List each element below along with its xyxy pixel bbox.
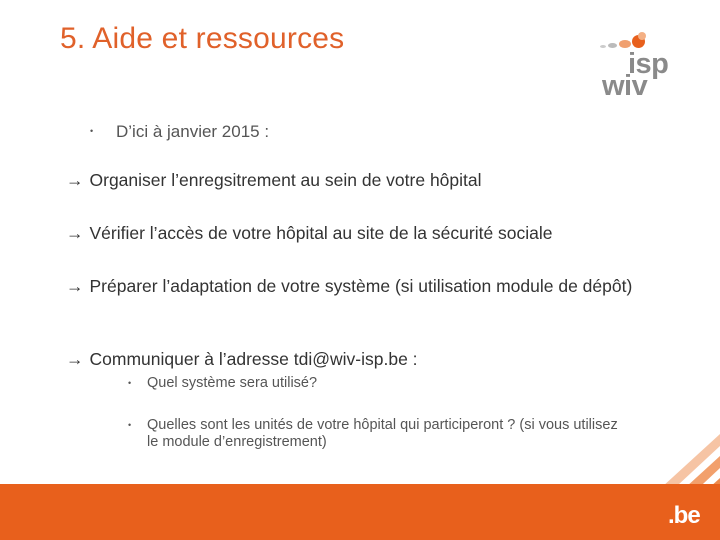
bullet-icon: • xyxy=(90,126,94,136)
action-text: Communiquer à l’adresse tdi@wiv-isp.be : xyxy=(89,349,418,369)
footer-band xyxy=(0,420,720,540)
action-text: Préparer l’adaptation de votre système (si utilisation module de dépôt) xyxy=(89,276,633,296)
footer-orange-bar xyxy=(0,484,720,540)
action-item xyxy=(66,276,662,297)
action-item xyxy=(66,223,666,244)
isp-wiv-logo xyxy=(598,30,682,102)
logo-text-isp: isp xyxy=(628,48,669,80)
bullet-icon: • xyxy=(128,378,132,388)
bullet-icon: • xyxy=(128,420,132,430)
arrow-right-icon: → xyxy=(66,276,84,296)
sub-bullet-item xyxy=(128,375,628,392)
logo-dot-icon xyxy=(619,40,631,48)
arrow-right-icon: → xyxy=(66,349,84,369)
main-bullet-text: D’ici à janvier 2015 : xyxy=(116,122,270,141)
sub-bullet-text: Quel système sera utilisé? xyxy=(147,375,318,391)
logo-text-wiv: wiv xyxy=(602,70,648,102)
logo-dot-icon xyxy=(638,32,646,40)
main-bullet xyxy=(90,122,270,142)
logo-dot-icon xyxy=(600,45,606,48)
action-item xyxy=(66,349,666,370)
arrow-right-icon: → xyxy=(66,223,84,243)
arrow-right-icon: → xyxy=(66,170,84,190)
be-logo: .be xyxy=(668,502,700,529)
action-text: Organiser l’enregsitrement au sein de votre hôpital xyxy=(89,170,482,190)
slide-title: 5. Aide et ressources xyxy=(60,22,345,55)
action-item xyxy=(66,170,666,191)
logo-dot-icon xyxy=(608,43,617,48)
action-text: Vérifier l’accès de votre hôpital au site de la sécurité sociale xyxy=(89,223,553,243)
sub-bullet-text: Quelles sont les unités de votre hôpital qui participeront ? (si vous utilisez le module d’enregistrement) xyxy=(147,417,618,450)
